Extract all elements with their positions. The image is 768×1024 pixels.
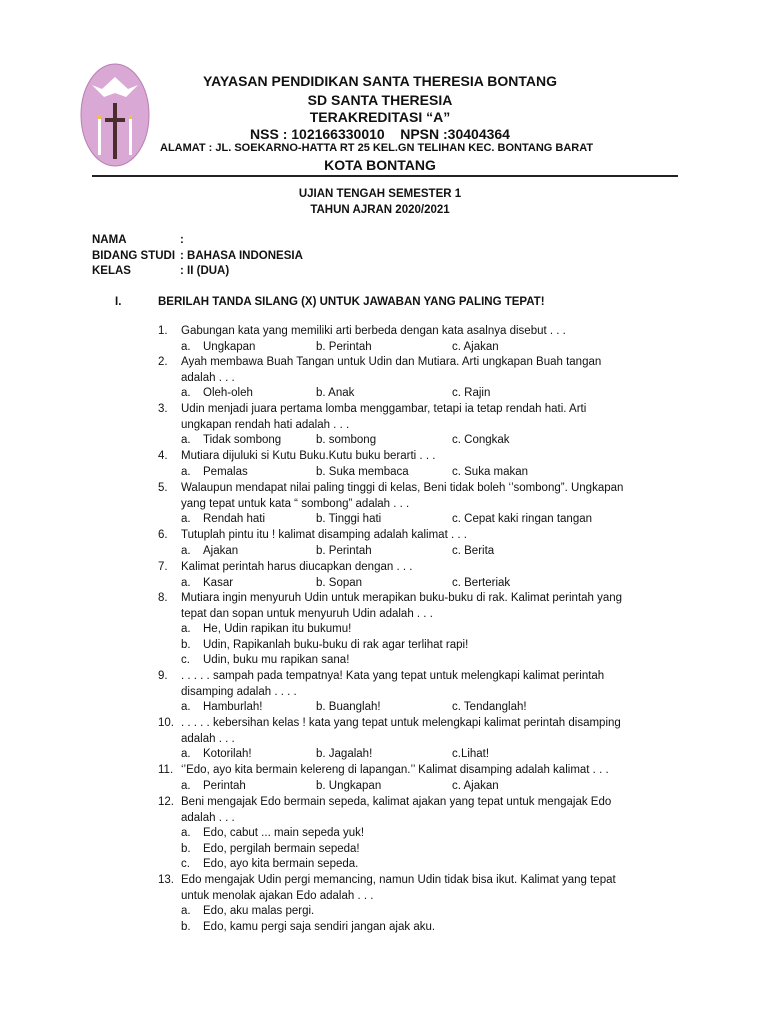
question-text: ungkapan rendah hati adalah . . . — [181, 418, 350, 431]
question-number: 9. — [158, 670, 168, 682]
option-letter: a. — [181, 434, 191, 447]
question-number: 10. — [158, 717, 174, 729]
question-text: Walaupun mendapat nilai paling tinggi di kelas, Beni tidak boleh ‘’sombong”. Ungkapan — [181, 482, 624, 494]
question-text: tepat dan sopan untuk menyuruh Udin adalah . . . — [181, 607, 433, 620]
foundation-name: YAYASAN PENDIDIKAN SANTA THERESIA BONTANG — [203, 73, 557, 89]
option-a: Kasar — [203, 576, 234, 589]
question-text: Mutiara ingin menyuruh Udin untuk merapikan buku-buku di rak. Kalimat perintah yang — [181, 592, 623, 604]
option-text: Edo, ayo kita bermain sepeda. — [203, 858, 359, 871]
question-number: 1. — [158, 325, 168, 337]
option-a: Ungkapan — [203, 340, 256, 353]
option-a: Rendah hati — [203, 513, 266, 526]
option-text: Edo, kamu pergi saja sendiri jangan ajak aku. — [203, 920, 436, 933]
option-letter: b. — [181, 920, 191, 933]
option-c: c. Berteriak — [452, 576, 511, 589]
question-text: Edo mengajak Udin pergi memancing, namun Udin tidak bisa ikut. Kalimat yang tepat — [181, 874, 616, 886]
exam-year: TAHUN AJRAN 2020/2021 — [310, 204, 450, 216]
option-letter: a. — [181, 387, 191, 400]
option-a: Hamburlah! — [203, 701, 263, 714]
school-name: SD SANTA THERESIA — [307, 92, 453, 108]
option-text: Udin, buku mu rapikan sana! — [203, 654, 350, 667]
option-letter: a. — [181, 576, 191, 589]
option-letter: a. — [181, 513, 191, 526]
option-letter: a. — [181, 827, 191, 840]
class-value: : II (DUA) — [180, 265, 230, 277]
question-number: 13. — [158, 874, 174, 886]
class-label: KELAS — [92, 265, 131, 277]
option-b: b. Perintah — [316, 544, 372, 557]
option-a: Kotorilah! — [203, 748, 252, 761]
option-a: Pemalas — [203, 465, 248, 478]
option-letter: a. — [181, 623, 191, 636]
question-number: 4. — [158, 450, 168, 462]
option-text: Edo, aku malas pergi. — [203, 905, 315, 918]
option-b: b. Sopan — [316, 576, 363, 589]
school-logo — [80, 63, 150, 167]
option-letter: a. — [181, 779, 191, 792]
question-text: Udin menjadi juara pertama lomba menggambar, tetapi ia tetap rendah hati. Arti — [181, 403, 587, 415]
section-instruction: BERILAH TANDA SILANG (X) UNTUK JAWABAN YANG PALING TEPAT! — [158, 296, 545, 308]
option-text: Udin, Rapikanlah buku-buku di rak agar terlihat rapi! — [203, 638, 469, 651]
option-c: c.Lihat! — [452, 748, 490, 761]
question-text: Beni mengajak Edo bermain sepeda, kalimat ajakan yang tepat untuk mengajak Edo — [181, 796, 612, 808]
accreditation: TERAKREDITASI “A” — [309, 109, 451, 125]
question-text: Gabungan kata yang memiliki arti berbeda dengan kata asalnya disebut . . . — [181, 325, 566, 337]
header-divider — [92, 175, 678, 177]
question-text: ‘’Edo, ayo kita bermain kelereng di lapangan.’’ Kalimat disamping adalah kalimat . . . — [181, 764, 609, 776]
question-number: 12. — [158, 796, 174, 808]
option-letter: c. — [181, 858, 190, 871]
question-text: disamping adalah . . . . — [181, 685, 297, 698]
option-c: c. Berita — [452, 544, 495, 557]
question-text: untuk menolak ajakan Edo adalah . . . — [181, 889, 374, 902]
subject-value: : BAHASA INDONESIA — [180, 250, 303, 262]
question-text: adalah . . . — [181, 371, 235, 384]
option-c: c. Suka makan — [452, 465, 529, 478]
city: KOTA BONTANG — [324, 157, 436, 173]
option-letter: a. — [181, 544, 191, 557]
question-text: . . . . . kebersihan kelas ! kata yang tepat untuk melengkapi kalimat perintah disamping — [181, 717, 621, 729]
question-number: 6. — [158, 529, 168, 541]
question-text: adalah . . . — [181, 811, 235, 824]
option-b: b. Perintah — [316, 340, 372, 353]
option-letter: a. — [181, 465, 191, 478]
option-b: b. Jagalah! — [316, 748, 373, 761]
question-number: 5. — [158, 482, 168, 494]
option-letter: b. — [181, 842, 191, 855]
option-text: Edo, pergilah bermain sepeda! — [203, 842, 360, 855]
question-text: . . . . . sampah pada tempatnya! Kata yang tepat untuk melengkapi kalimat perintah — [181, 670, 605, 682]
option-c: c. Rajin — [452, 387, 491, 400]
question-number: 7. — [158, 561, 168, 573]
option-letter: a. — [181, 905, 191, 918]
option-c: c. Congkak — [452, 434, 510, 447]
question-text: Kalimat perintah harus diucapkan dengan . . . — [181, 561, 413, 573]
name-label: NAMA — [92, 234, 127, 246]
option-c: c. Tendanglah! — [452, 701, 527, 714]
question-text: Tutuplah pintu itu ! kalimat disamping adalah kalimat . . . — [181, 529, 467, 541]
section-number: I. — [115, 296, 122, 308]
school-codes: NSS : 102166330010 NPSN :30404364 — [250, 126, 510, 142]
option-letter: b. — [181, 638, 191, 651]
option-b: b. Buanglah! — [316, 701, 381, 714]
question-text: yang tepat untuk kata “ sombong” adalah . . . — [181, 497, 410, 510]
option-b: b. sombong — [316, 434, 377, 447]
option-letter: c. — [181, 654, 190, 667]
question-text: Mutiara dijuluki si Kutu Buku.Kutu buku berarti . . . — [181, 450, 436, 462]
option-letter: a. — [181, 748, 191, 761]
question-number: 3. — [158, 403, 168, 415]
option-c: c. Ajakan — [452, 340, 499, 353]
option-c: c. Ajakan — [452, 779, 499, 792]
exam-title: UJIAN TENGAH SEMESTER 1 — [298, 188, 462, 200]
question-number: 2. — [158, 356, 168, 368]
school-address: ALAMAT : JL. SOEKARNO-HATTA RT 25 KEL.GN TELIHAN KEC. BONTANG BARAT — [160, 142, 594, 154]
option-b: b. Ungkapan — [316, 779, 382, 792]
question-number: 8. — [158, 592, 168, 604]
subject-label: BIDANG STUDI — [92, 250, 176, 262]
option-letter: a. — [181, 340, 191, 353]
question-text: adalah . . . — [181, 732, 235, 745]
option-b: b. Suka membaca — [316, 465, 409, 478]
option-a: Oleh-oleh — [203, 387, 253, 400]
option-letter: a. — [181, 701, 191, 714]
option-a: Perintah — [203, 779, 246, 792]
option-b: b. Tinggi hati — [316, 513, 382, 526]
option-a: Ajakan — [203, 544, 239, 557]
question-number: 11. — [158, 764, 174, 776]
option-c: c. Cepat kaki ringan tangan — [452, 513, 593, 526]
option-text: He, Udin rapikan itu bukumu! — [203, 623, 352, 636]
option-text: Edo, cabut ... main sepeda yuk! — [203, 827, 365, 840]
option-b: b. Anak — [316, 387, 355, 400]
name-value: : — [180, 234, 184, 246]
option-a: Tidak sombong — [203, 434, 282, 447]
question-text: Ayah membawa Buah Tangan untuk Udin dan Mutiara. Arti ungkapan Buah tangan — [181, 356, 602, 368]
